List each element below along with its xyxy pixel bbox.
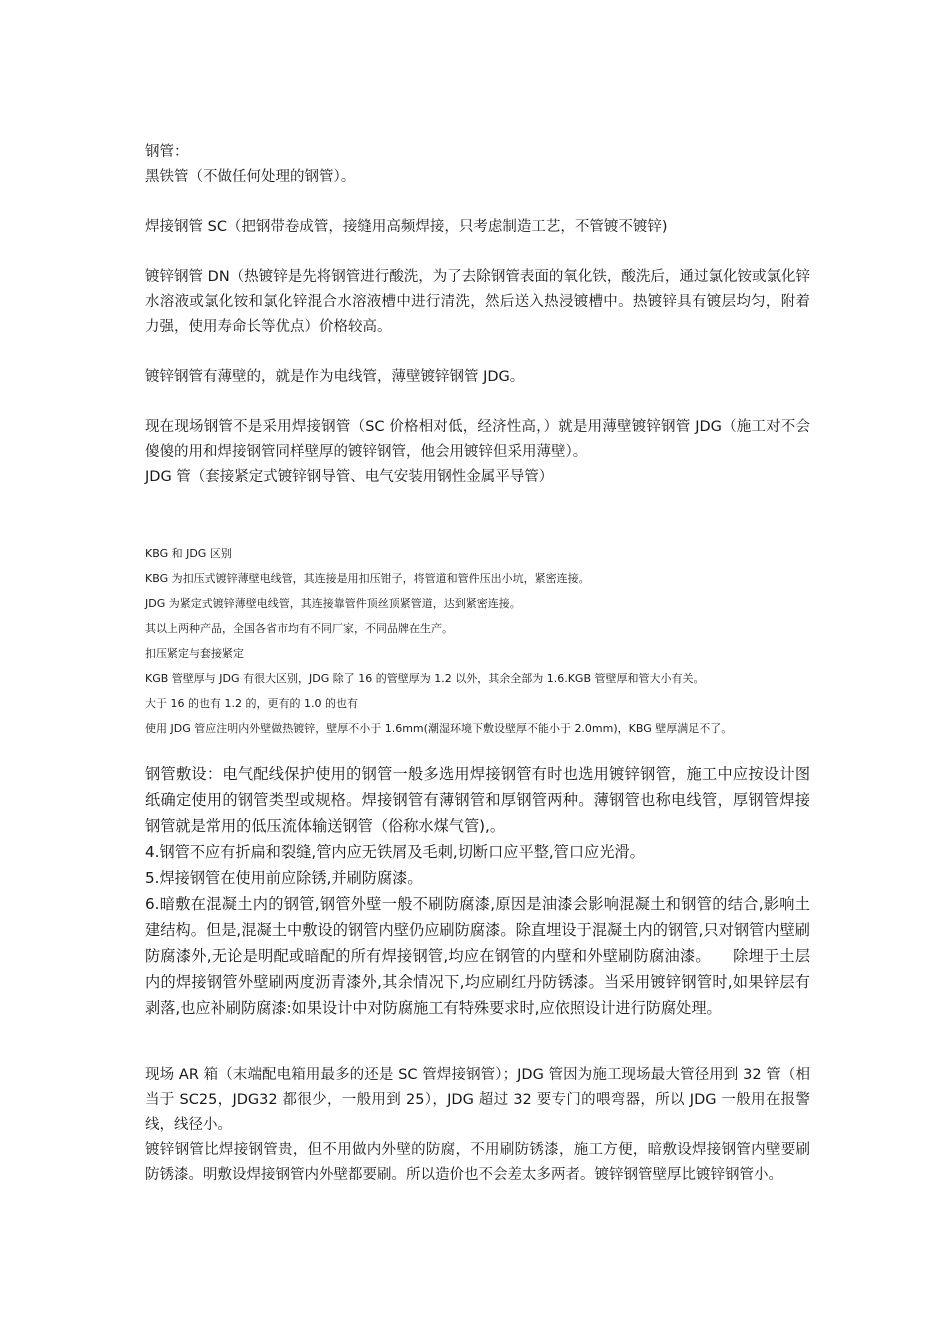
item-6-part-1: 6.暗敷在混凝土内的钢管,钢管外壁一般不刷防腐漆,原因是油漆会影响混凝土和钢管的结合,影响土建结构。但是,混凝土中敷设的钢管内壁仍应刷防腐漆。除直埋设于混凝土内的钢管,只对钢管内壁刷防腐漆外,无论是明配或暗配的所有焊接钢管,均应在钢管的内壁和外壁刷防腐油漆。 xyxy=(145,895,810,965)
jdg-definition-paragraph: JDG 管（套接紧定式镀锌钢导管、电气安装用钢性金属平导管） xyxy=(145,469,554,485)
laying-paragraph: 钢管敷设：电气配线保护使用的钢管一般多选用焊接钢管有时也选用镀锌钢管，施工中应按设计图纸确定使用的钢管类型或规格。焊接钢管有薄钢管和厚钢管两种。薄钢管也称电线管，厚钢管焊接钢管就是常用的低压流体输送钢管（俗称水煤气管),。 xyxy=(145,765,810,835)
kbg-jdg-difference-section xyxy=(145,541,810,741)
galvanized-pipe-paragraph: 镀锌钢管 DN（热镀锌是先将钢管进行酸洗，为了去除钢管表面的氧化铁，酸洗后，通过氯化铵或氯化锌水溶液或氯化铵和氯化锌混合水溶液槽中进行清洗，然后送入热浸镀槽中。热镀锌具有镀层均匀，附着力强，使用寿命长等优点）价格较高。 xyxy=(145,269,810,335)
black-pipe-paragraph: 黑铁管（不做任何处理的钢管）。 xyxy=(145,169,356,185)
usage-note: 使用 JDG 管应注明内外壁做热镀锌，壁厚不小于 1.6mm(潮湿环境下敷设壁厚不能小于 2.0mm)，KBG 壁厚满足不了。 xyxy=(145,722,733,735)
production-note: 其以上两种产品，全国各省市均有不同厂家，不同品牌在生产。 xyxy=(145,622,453,635)
above-16-note: 大于 16 的也有 1.2 的，更有的 1.0 的也有 xyxy=(145,697,358,710)
fastening-note: 扣压紧定与套接紧定 xyxy=(145,647,244,660)
item-4-paragraph: 4.钢管不应有折扁和裂缝,管内应无铁屑及毛刺,切断口应平整,管口应光滑。 xyxy=(145,843,645,861)
ar-box-paragraph: 现场 AR 箱（末端配电箱用最多的还是 SC 管焊接钢管）；JDG 管因为施工现场最大管径用到 32 管（相当于 SC25，JDG32 都很少，一般用到 25），JDG 超过 32 要专门的喂弯器，所以 JDG 一般用在报警线，线径小。 xyxy=(145,1067,810,1133)
cost-comparison-paragraph: 镀锌钢管比焊接钢管贵，但不用做内外壁的防腐，不用刷防锈漆，施工方便，暗敷设焊接钢管内壁要刷防锈漆。明敷设焊接钢管内外壁都要刷。所以造价也不会差太多两者。镀锌钢管壁厚比镀锌钢管小。 xyxy=(145,1142,810,1183)
welded-pipe-paragraph: 焊接钢管 SC（把钢带卷成管，接缝用高频焊接，只考虑制造工艺，不管镀不镀锌) xyxy=(145,219,668,235)
item-5-paragraph: 5.焊接钢管在使用前应除锈,并刷防腐漆。 xyxy=(145,869,423,887)
section-heading: 钢管： xyxy=(145,144,189,160)
site-notes-section xyxy=(145,1063,810,1188)
item-6-part-2: 除埋于土层内的焊接钢管外壁刷两度沥青漆外,其余情况下,均应刷红丹防锈漆。当采用镀锌钢管时,如果锌层有剥落,也应补刷防腐漆:如果设计中对防腐施工有特殊要求时,应依照设计进行防腐处理。 xyxy=(145,947,811,1017)
pipe-laying-section xyxy=(145,761,810,1021)
comparison-title: KBG 和 JDG 区别 xyxy=(145,547,232,560)
wall-thickness-note: KGB 管壁厚与 JDG 有很大区别，JDG 除了 16 的管壁厚为 1.2 以外，其余全部为 1.6.KGB 管壁厚和管大小有关。 xyxy=(145,672,705,685)
thin-wall-paragraph: 镀锌钢管有薄壁的，就是作为电线管，薄壁镀锌钢管 JDG。 xyxy=(145,369,525,385)
onsite-usage-paragraph: 现在现场钢管不是采用焊接钢管（SC 价格相对低，经济性高，）就是用薄壁镀锌钢管 JDG（施工对不会傻傻的用和焊接钢管同样壁厚的镀锌钢管，他会用镀锌但采用薄壁）。 xyxy=(145,419,810,460)
jdg-description: JDG 为紧定式镀锌薄壁电线管，其连接靠管件顶丝顶紧管道，达到紧密连接。 xyxy=(145,597,521,610)
kbg-description: KBG 为扣压式镀锌薄壁电线管，其连接是用扣压钳子，将管道和管件压出小坑，紧密连接。 xyxy=(145,572,590,585)
steel-pipe-intro-section xyxy=(145,140,810,490)
item-6-paragraph xyxy=(145,891,810,1021)
